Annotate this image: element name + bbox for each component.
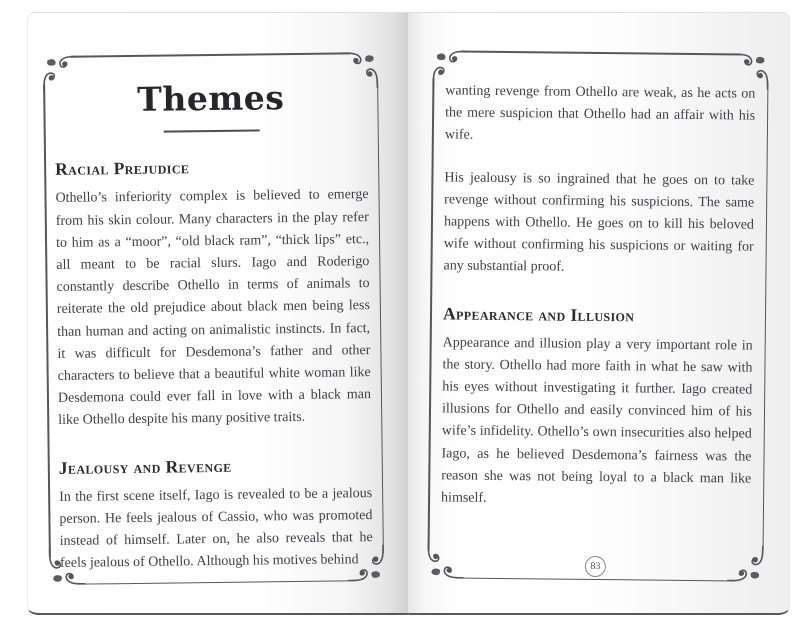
paragraph-racial-prejudice: Othello’s inferiority complex is believed to emerge from his skin colour. Many characters in the play refer to him as a “moor”, “old black ram”, “thick lips” etc., all meant to be racial slurs. Iago and Roderigo constantly describe Othello in terms of animals to reiterate the old prejudice about black men being less than human and acting on animalistic instincts. In fact, it was difficult for Desdemona’s father and other characters to believe that a beautiful white woman like Desdemona could ever fall in love with a black man like Othello despite his many positive traits.	[55, 187, 372, 429]
section-heading-jealousy-revenge: Jealousy and Revenge	[58, 455, 232, 478]
paragraph-jealousy-continuation: wanting revenge from Othello are weak, as he acts on the mere suspicion that Othello had an affair with his wife.	[444, 83, 756, 144]
page-number-badge: 83	[585, 556, 606, 577]
title-underline	[163, 129, 259, 133]
left-page	[27, 12, 409, 615]
right-page-decorative-frame	[421, 44, 775, 588]
left-page-decorative-frame	[37, 46, 391, 591]
section-heading-racial-prejudice: Racial Prejudice	[55, 157, 190, 180]
chapter-title: Themes	[137, 78, 285, 119]
paragraph-jealousy-continuation-2: His jealousy is so ingrained that he goes on to take revenge without confirming his suspicions. The same happens with Othello. He goes on to kill his beloved wife without confirming his suspicions or waiting for any substantial proof.	[443, 169, 755, 276]
paragraph-appearance-illusion: Appearance and illusion play a very important role in the story. Othello had more faith in what he saw with his eyes without investigating it further. Iago created illusions for Othello and easily convinced him of his wife’s infidelity. Othello’s own insecurities also helped Iago, as he believed Desdemona’s fairness was the reason she was not being loyal to a black man like himself.	[441, 335, 753, 506]
section-heading-appearance-illusion: Appearance and Illusion	[442, 303, 635, 326]
paragraph-jealousy-revenge: In the first scene itself, Iago is revealed to be a jealous person. He feels jealous of Cassio, who was promoted instead of himself. Later on, he also reveals that he feels jealous of Othello. Although his motives behind	[59, 485, 373, 572]
right-page	[408, 12, 790, 615]
